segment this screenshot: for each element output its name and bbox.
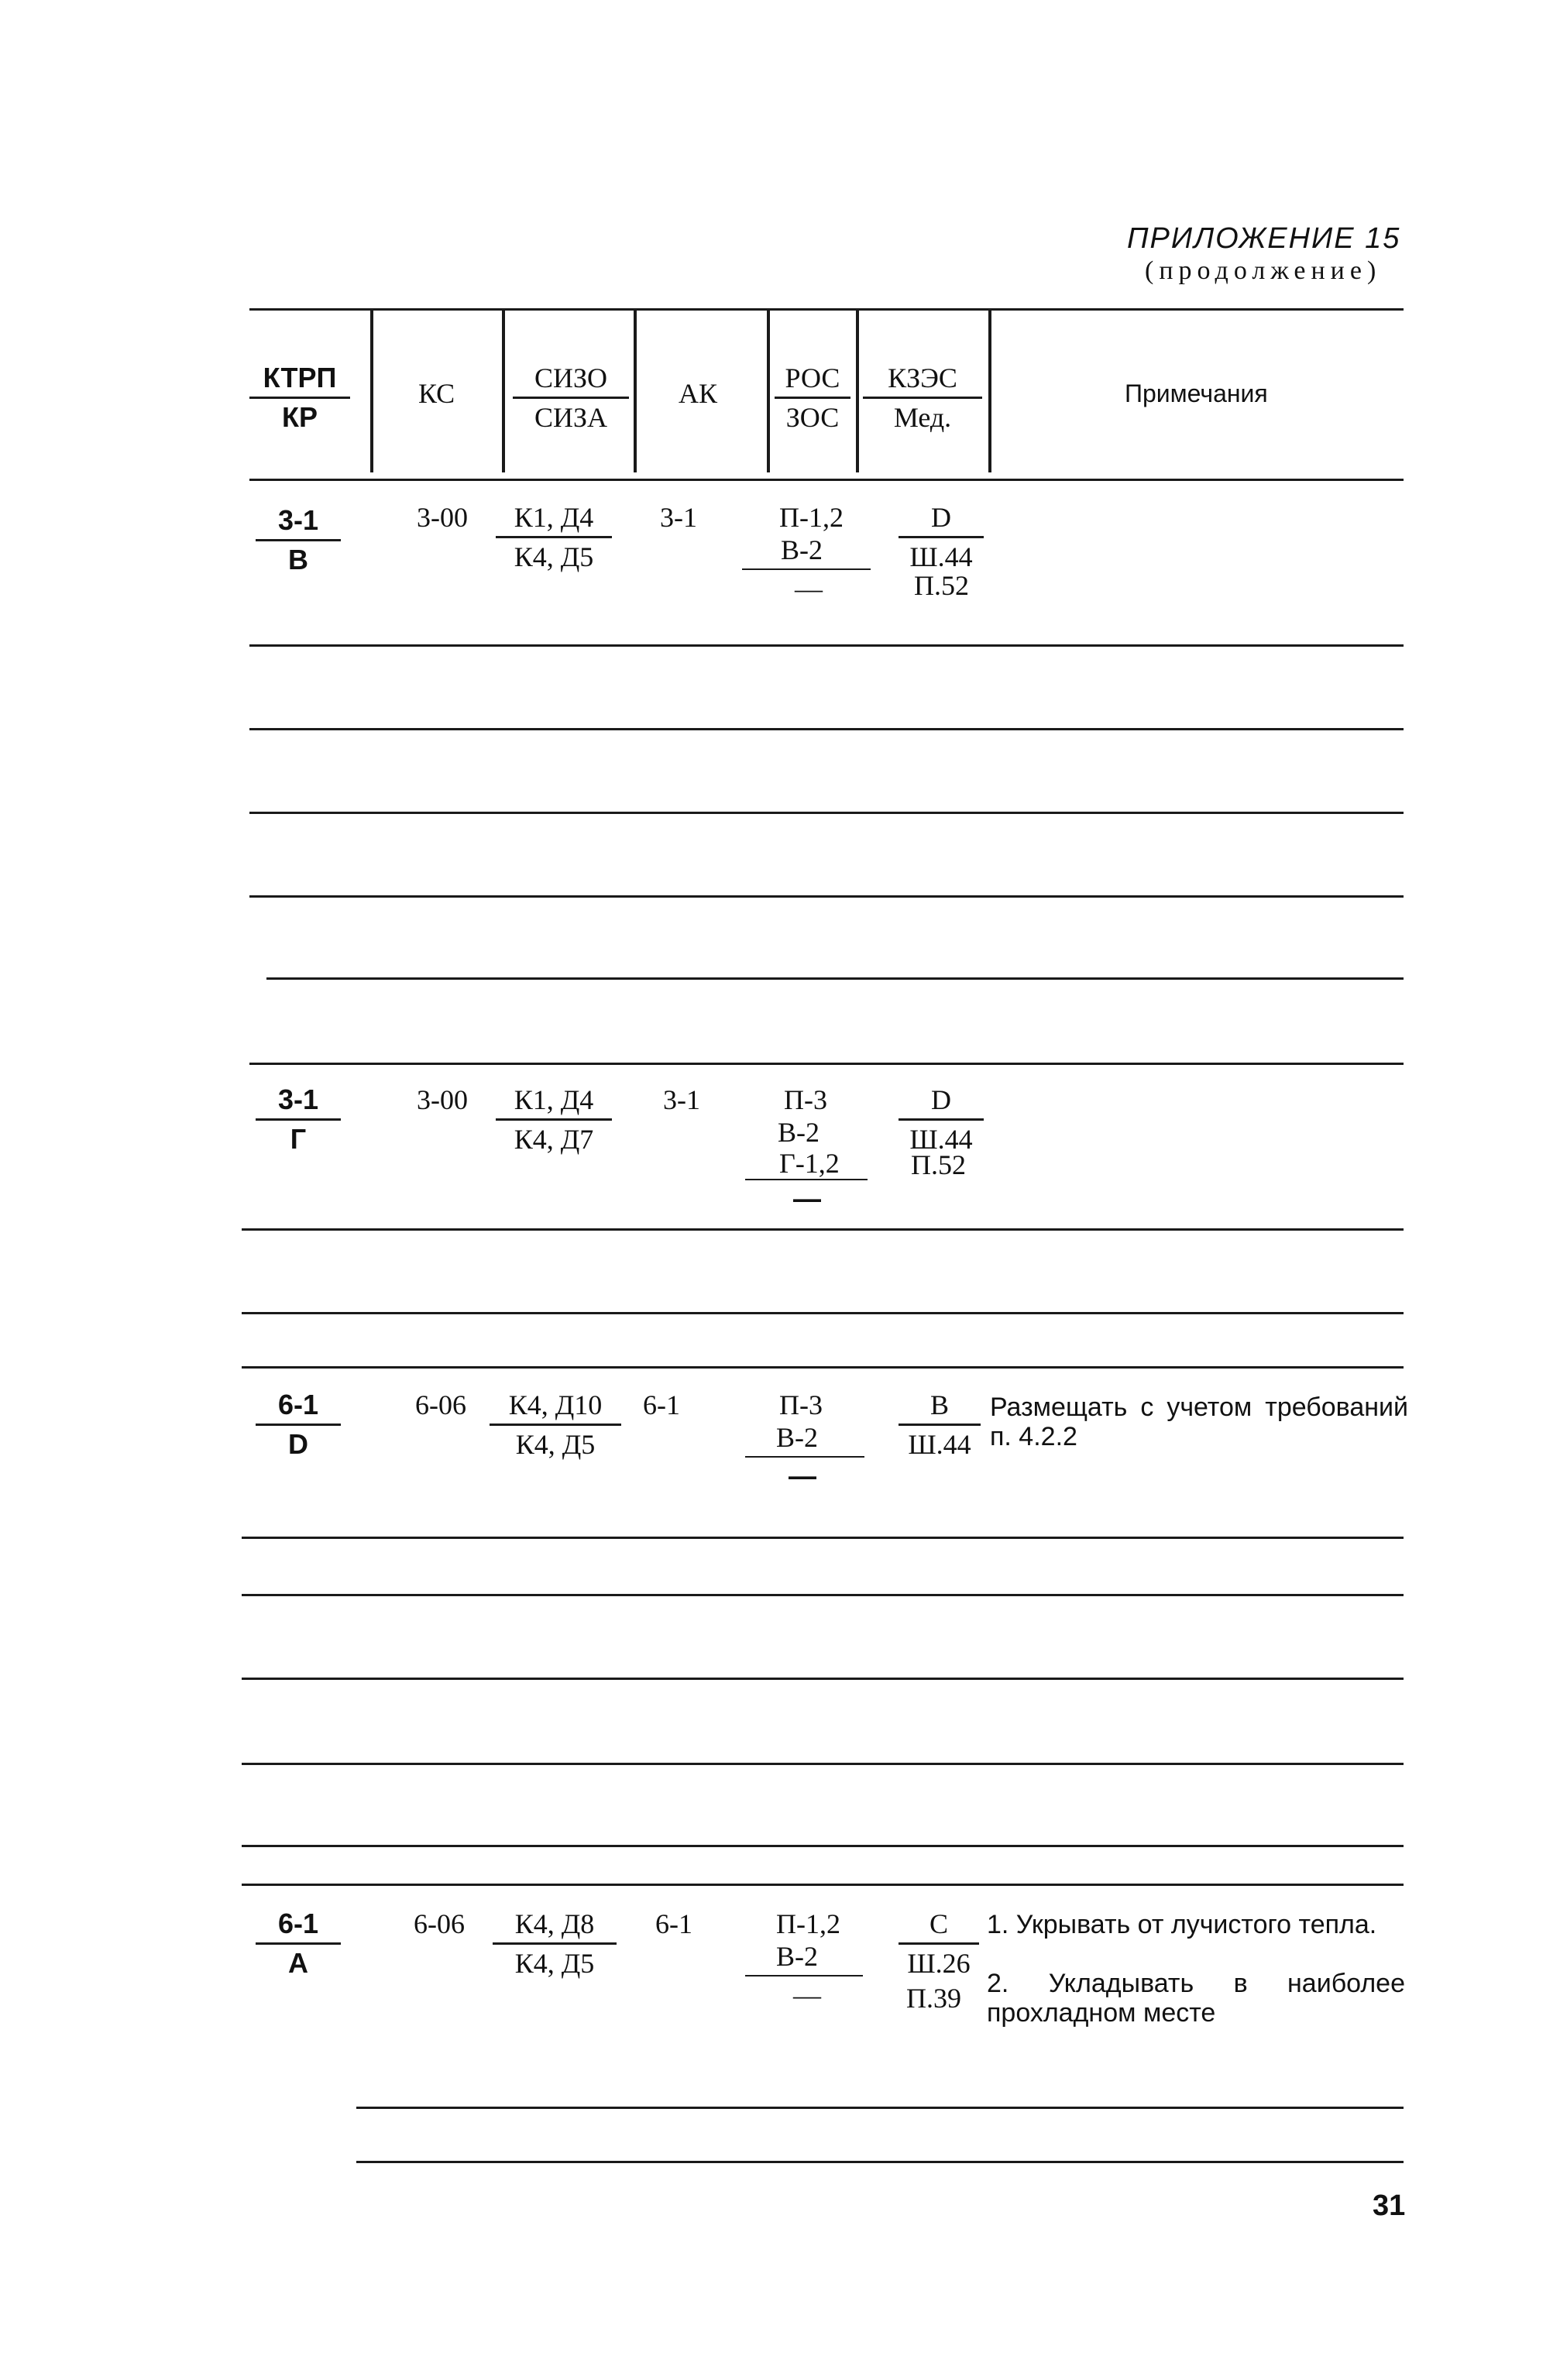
kzes-header-bottom: Мед. [893, 402, 952, 433]
kzes-header-top: КЗЭС [863, 362, 982, 399]
blank-row-rule [249, 895, 1404, 898]
row-1-sizo-bottom: К4, Д5 [514, 541, 594, 572]
row-1-kzes [899, 502, 984, 572]
column-divider [767, 310, 770, 472]
row-4-ros-divider [745, 1975, 863, 1976]
row-4-ak: 6-1 [655, 1908, 692, 1939]
row-3-ros-divider [745, 1456, 864, 1458]
row-1-kzes-3: П.52 [914, 570, 969, 601]
row-2-ktrp [256, 1084, 341, 1155]
blank-row-rule [266, 977, 1404, 980]
row-1-ros-1: П-1,2 [779, 502, 844, 533]
row-1-sizo [496, 502, 612, 572]
blank-row-rule [242, 1763, 1404, 1765]
row-3-note: Размещать с учетом требований п. 4.2.2 [990, 1393, 1408, 1451]
column-header-ktrp [249, 362, 350, 433]
column-divider [370, 310, 373, 472]
row-4-sizo-bottom: К4, Д5 [514, 1948, 595, 1979]
row-3-kzes [899, 1389, 981, 1460]
row-4-ktrp-bottom: А [288, 1947, 308, 1979]
row-2-ros-2: В-2 [778, 1117, 820, 1148]
row-2-kzes-top: D [899, 1084, 984, 1121]
row-4-note-1: 1. Укрывать от лучистого тепла. [987, 1910, 1377, 1939]
row-4-ks: 6-06 [414, 1908, 465, 1939]
row-3-kzes-top: В [899, 1389, 981, 1426]
page-number: 31 [1373, 2189, 1406, 2222]
column-header-kzes [863, 362, 982, 433]
row-3-ak: 6-1 [643, 1389, 680, 1420]
row-4-sizo [493, 1908, 617, 1979]
column-divider [634, 310, 637, 472]
row-2-ros-1: П-3 [784, 1084, 827, 1115]
row-1-ktrp [256, 505, 341, 575]
row-3-ktrp-bottom: D [288, 1428, 308, 1460]
row-2-kzes-2: Ш.44 [909, 1124, 973, 1155]
row-3-sizo [490, 1389, 621, 1460]
blank-row-rule [249, 728, 1404, 730]
row-1-ak: 3-1 [660, 502, 697, 533]
row-1-ks: 3-00 [417, 502, 468, 533]
row-4-kzes [899, 1908, 979, 1979]
row-3-sizo-bottom: К4, Д5 [515, 1429, 596, 1460]
row-4-ros-1: П-1,2 [776, 1908, 840, 1939]
table-top-rule [249, 308, 1404, 311]
row-4-kzes-top: С [899, 1908, 979, 1945]
row-3-ks: 6-06 [415, 1389, 466, 1420]
row-1-ros-2: В-2 [781, 534, 823, 565]
row-3-ktrp-top: 6-1 [256, 1389, 341, 1426]
blank-row-rule [249, 812, 1404, 814]
row-2-sizo-top: К1, Д4 [496, 1084, 612, 1121]
ktrp-header-top: КТРП [249, 362, 350, 399]
blank-row-rule [242, 1594, 1404, 1596]
table-header-bottom-rule [249, 479, 1404, 481]
column-divider [856, 310, 859, 472]
row-2-ros-3: Г-1,2 [779, 1148, 840, 1179]
appendix-title: ПРИЛОЖЕНИЕ 15 [1127, 222, 1401, 255]
row-2-sizo [496, 1084, 612, 1155]
blank-row-rule [242, 1312, 1404, 1314]
blank-row-rule [242, 1366, 1404, 1369]
row-4-zos: — [793, 1980, 821, 2011]
row-3-zos: — [789, 1460, 816, 1492]
row-4-ktrp [256, 1908, 341, 1979]
row-1-sizo-top: К1, Д4 [496, 502, 612, 538]
column-divider [988, 310, 991, 472]
blank-row-rule [356, 2107, 1404, 2109]
row-2-ros-divider [745, 1179, 868, 1180]
row-2-ak: 3-1 [663, 1084, 700, 1115]
column-header-ak: АК [679, 378, 718, 409]
column-header-ks: КС [418, 378, 455, 409]
row-2-sizo-bottom: К4, Д7 [514, 1124, 594, 1155]
row-3-ros-1: П-3 [779, 1389, 823, 1420]
row-2-ks: 3-00 [417, 1084, 468, 1115]
row-1-ktrp-top: 3-1 [256, 505, 341, 541]
blank-row-rule [242, 1228, 1404, 1231]
blank-row-rule [242, 1845, 1404, 1847]
blank-row-rule [242, 1678, 1404, 1680]
row-1-ros-divider [742, 568, 871, 570]
row-3-ros-2: В-2 [776, 1422, 818, 1453]
continued-label: (продолжение) [1145, 256, 1382, 285]
blank-row-rule [242, 1884, 1404, 1886]
row-2-kzes [899, 1084, 984, 1155]
sizo-header-bottom: СИЗА [534, 402, 608, 433]
row-2-kzes-3: П.52 [911, 1149, 966, 1180]
row-4-sizo-top: К4, Д8 [493, 1908, 617, 1945]
column-header-ros [775, 362, 850, 433]
row-1-kzes-2: Ш.44 [909, 541, 973, 572]
row-4-ktrp-top: 6-1 [256, 1908, 341, 1945]
row-2-ktrp-top: 3-1 [256, 1084, 341, 1121]
row-2-ktrp-bottom: Г [290, 1123, 307, 1155]
row-1-kzes-top: D [899, 502, 984, 538]
blank-row-rule [242, 1537, 1404, 1539]
row-3-kzes-2: Ш.44 [908, 1429, 971, 1460]
sizo-header-top: СИЗО [513, 362, 629, 399]
column-header-notes: Примечания [1125, 379, 1268, 407]
row-4-ros-2: В-2 [776, 1941, 818, 1972]
row-1-ktrp-bottom: В [288, 544, 308, 575]
blank-row-rule [249, 1063, 1404, 1065]
row-3-sizo-top: К4, Д10 [490, 1389, 621, 1426]
column-header-sizo [513, 362, 629, 433]
row-2-zos: — [793, 1183, 821, 1214]
ros-header-top: РОС [775, 362, 850, 399]
blank-row-rule [249, 644, 1404, 647]
row-1-zos: — [795, 573, 823, 604]
ros-header-bottom: ЗОС [785, 402, 840, 433]
row-3-ktrp [256, 1389, 341, 1460]
ktrp-header-bottom: КР [282, 401, 318, 433]
table-bottom-rule [356, 2161, 1404, 2163]
row-4-kzes-3: П.39 [906, 1983, 961, 2014]
column-divider [502, 310, 505, 472]
row-4-kzes-2: Ш.26 [907, 1948, 971, 1979]
row-4-note-2: 2. Укладывать в наиболее прохладном месте [987, 1969, 1405, 2028]
